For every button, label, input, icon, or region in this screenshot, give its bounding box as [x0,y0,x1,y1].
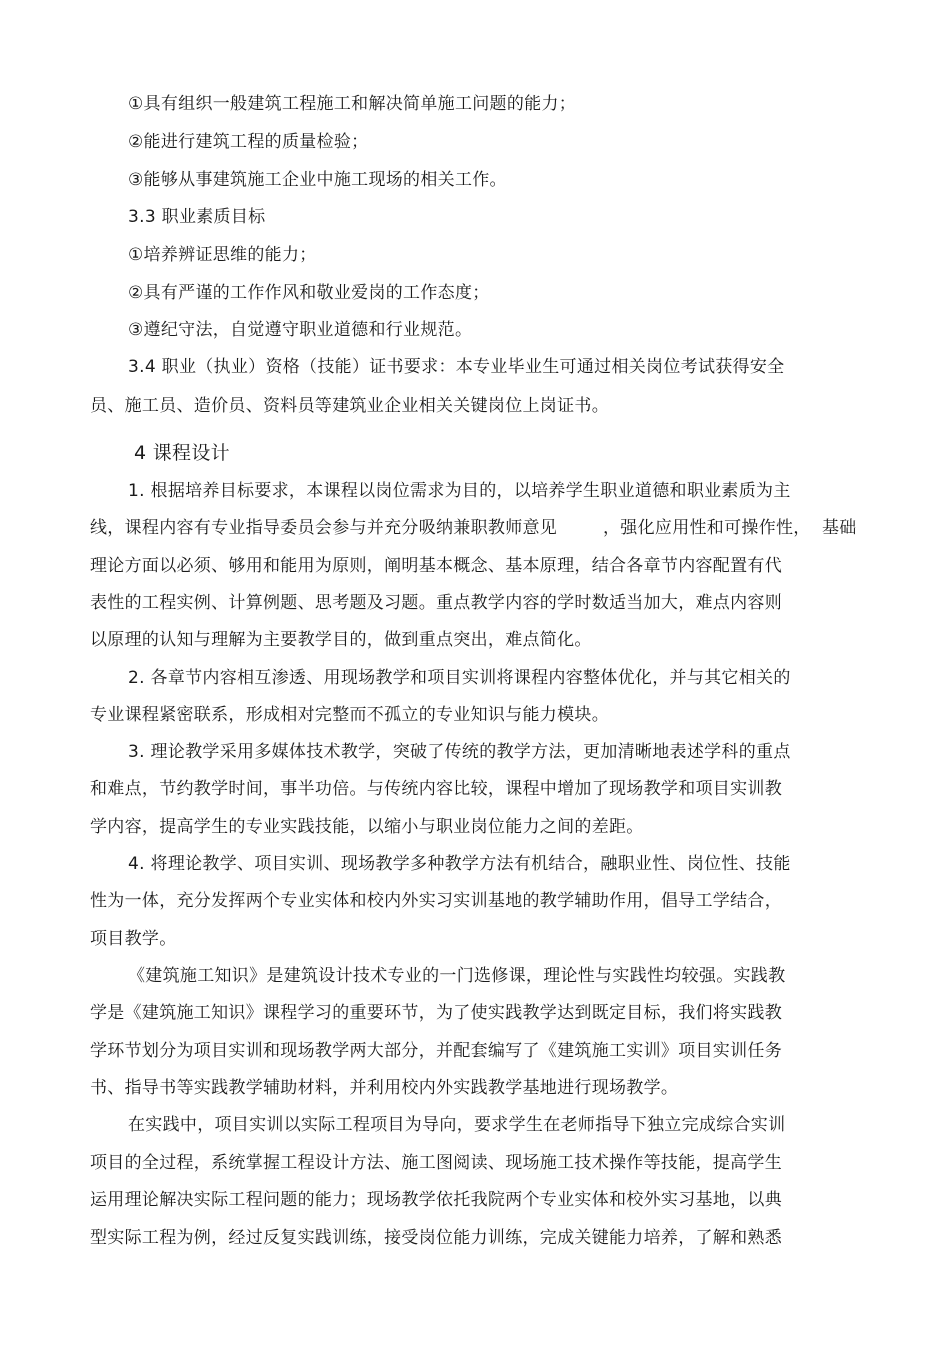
text-line: ③能够从事建筑施工企业中施工现场的相关工作。 [128,170,507,190]
text-line: 专业课程紧密联系，形成相对完整而不孤立的专业知识与能力模块。 [90,705,609,725]
text-line: 在实践中，项目实训以实际工程项目为导向，要求学生在老师指导下独立完成综合实训 [128,1115,786,1135]
text-line: 性为一体，充分发挥两个专业实体和校内外实习实训基地的教学辅助作用，倡导工学结合， [90,891,782,911]
text-line: ①培养辨证思维的能力； [128,245,317,265]
text-line: 学是《建筑施工知识》课程学习的重要环节，为了使实践教学达到既定目标，我们将实践教 [90,1003,782,1023]
text-line: 表性的工程实例、计算例题、思考题及习题。重点教学内容的学时数适当加大，难点内容则 [90,593,782,613]
text-line: 项目教学。 [90,929,177,949]
text-line: 3.4 职业（执业）资格（技能）证书要求：本专业毕业生可通过相关岗位考试获得安全 [128,357,785,377]
text-line: 《建筑施工知识》是建筑设计技术专业的一门选修课，理论性与实践性均较强。实践教 [128,966,786,986]
text-line: ②具有严谨的工作作风和敬业爱岗的工作态度； [128,283,490,303]
text-line: 学内容，提高学生的专业实践技能，以缩小与职业岗位能力之间的差距。 [90,817,644,837]
text-line: 线，课程内容有专业指导委员会参与并充分吸纳兼职教师意见 [90,518,558,538]
text-line: 学环节划分为项目实训和现场教学两大部分，并配套编写了《建筑施工实训》项目实训任务 [90,1041,782,1061]
text-line: 3. 理论教学采用多媒体技术教学，突破了传统的教学方法，更加清晰地表述学科的重点 [128,742,791,762]
text-line: 和难点，节约教学时间，事半功倍。与传统内容比较，课程中增加了现场教学和项目实训教 [90,779,782,799]
text-line: 书、指导书等实践教学辅助材料，并利用校内外实践教学基地进行现场教学。 [90,1078,679,1098]
text-line: ②能进行建筑工程的质量检验； [128,132,369,152]
text-line: ①具有组织一般建筑工程施工和解决简单施工问题的能力； [128,94,577,114]
text-line: 4. 将理论教学、项目实训、现场教学多种教学方法有机结合，融职业性、岗位性、技能 [128,854,791,874]
text-line: 以原理的认知与理解为主要教学目的，做到重点突出，难点简化。 [90,630,592,650]
text-line: 运用理论解决实际工程问题的能力；现场教学依托我院两个专业实体和校外实习基地，以典 [90,1190,782,1210]
text-line: 理论方面以必须、够用和能用为原则，阐明基本概念、基本原理，结合各章节内容配置有代 [90,556,782,576]
text-line: ，强化应用性和可操作性， [603,518,811,538]
section-heading: 4 课程设计 [134,442,230,464]
text-line: 基础 [822,518,857,538]
text-line: 员、施工员、造价员、资料员等建筑业企业相关关键岗位上岗证书。 [90,396,609,416]
text-line: ③遵纪守法，自觉遵守职业道德和行业规范。 [128,320,473,340]
text-line: 1. 根据培养目标要求，本课程以岗位需求为目的，以培养学生职业道德和职业素质为主 [128,481,791,501]
text-line: 2. 各章节内容相互渗透、用现场教学和项目实训将课程内容整体优化，并与其它相关的 [128,668,791,688]
text-line: 型实际工程为例，经过反复实践训练，接受岗位能力训练，完成关键能力培养，了解和熟悉 [90,1228,782,1248]
text-line: 3.3 职业素质目标 [128,207,266,227]
text-line: 项目的全过程，系统掌握工程设计方法、施工图阅读、现场施工技术操作等技能，提高学生 [90,1153,782,1173]
